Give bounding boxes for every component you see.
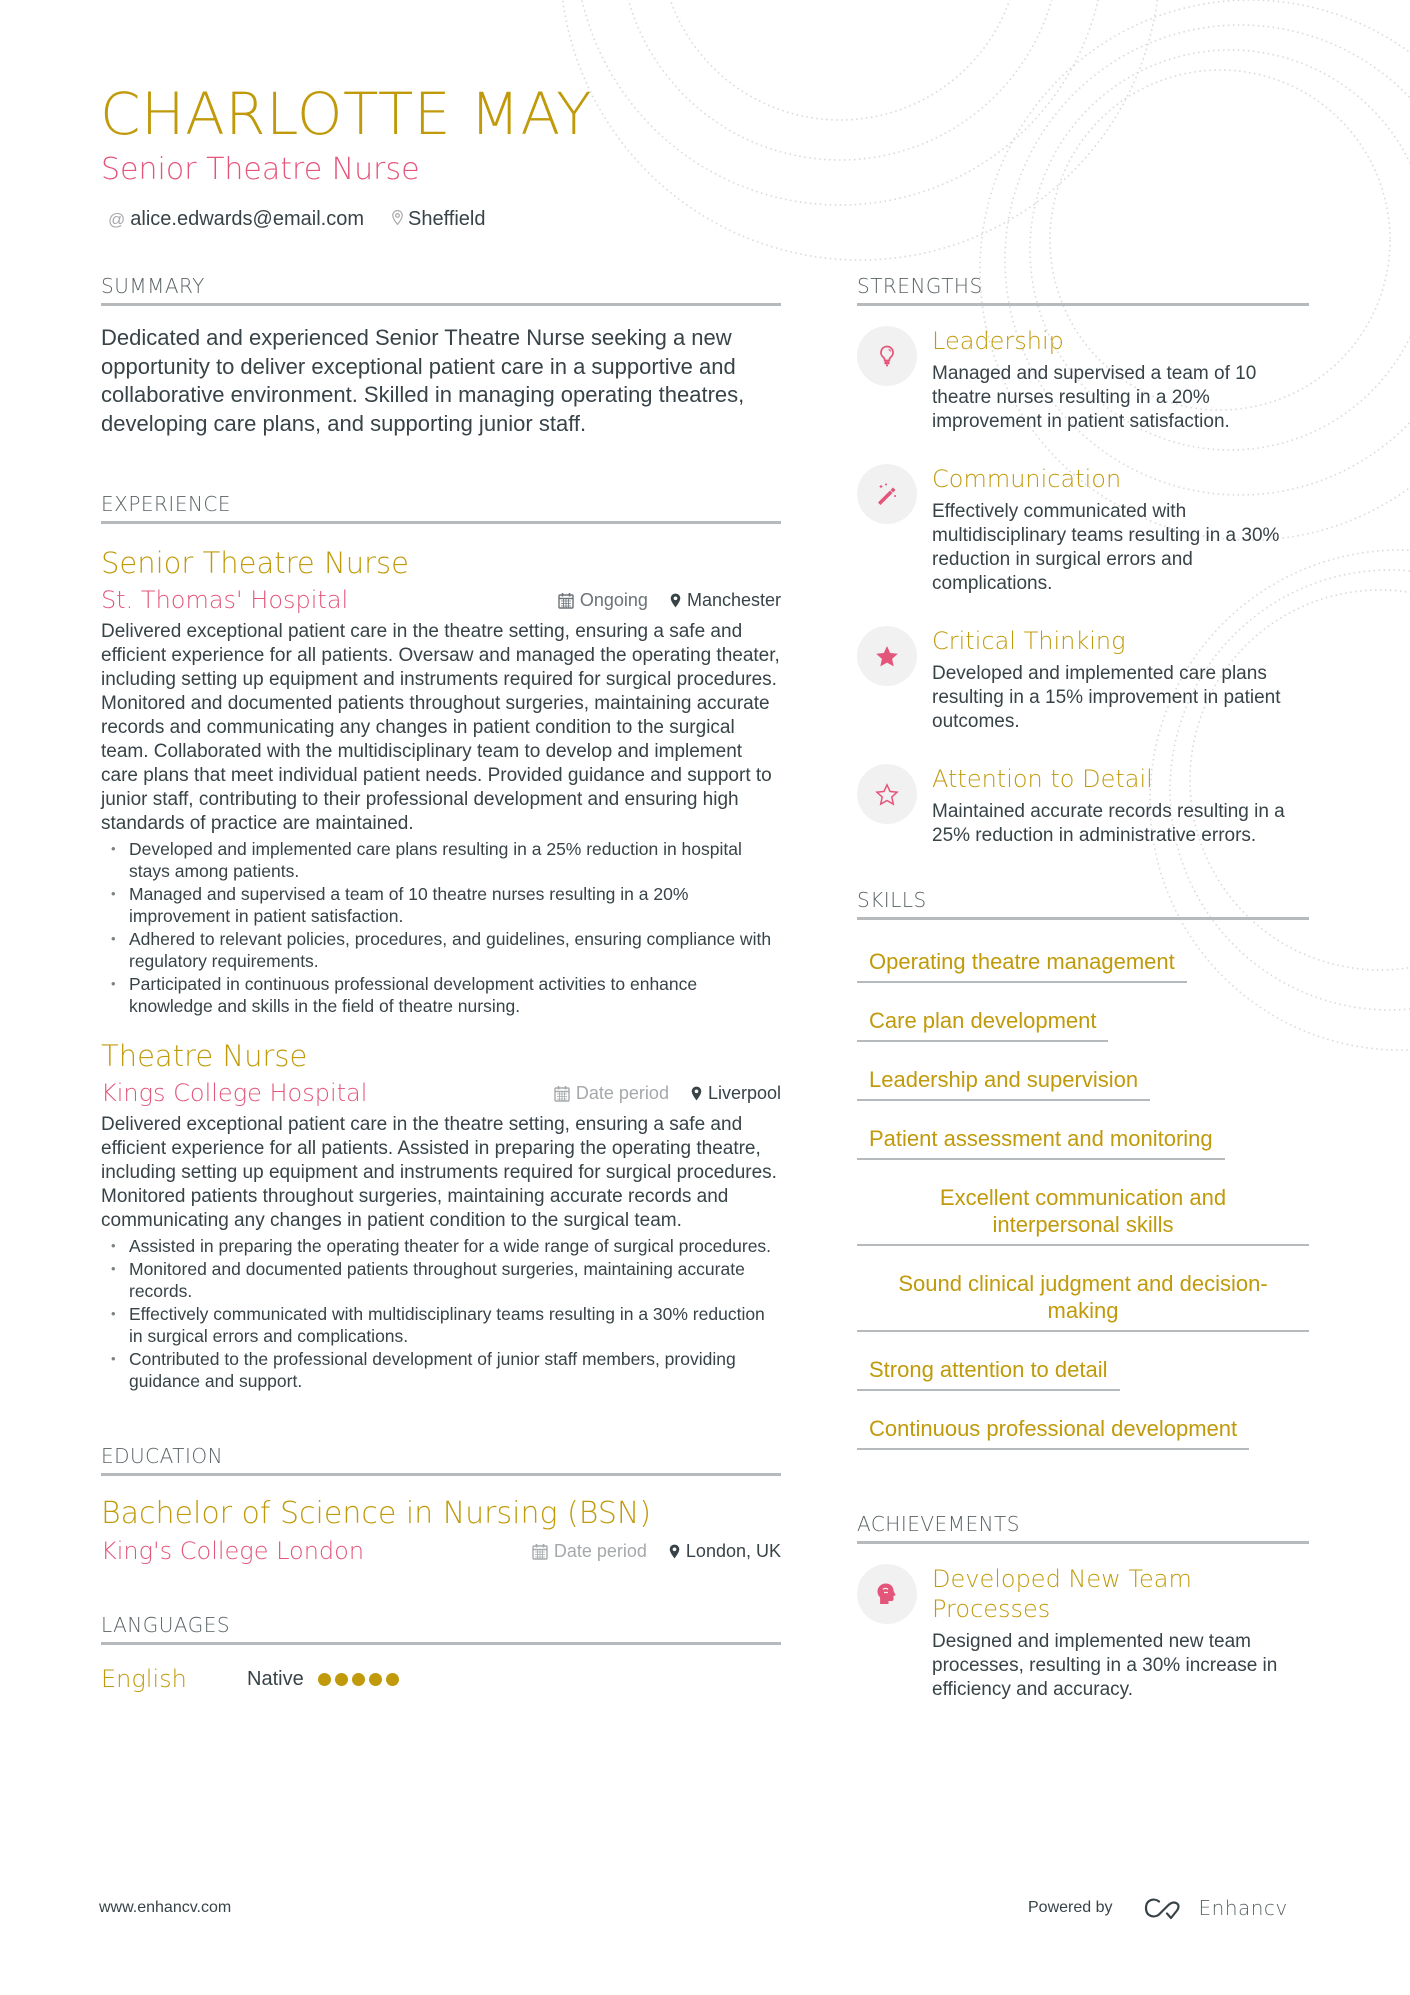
skill-tag: Strong attention to detail [857, 1354, 1120, 1391]
location-text: Sheffield [408, 208, 486, 230]
skill-tag: Leadership and supervision [857, 1064, 1150, 1101]
contact-row [108, 208, 485, 231]
skill-tag: Continuous professional development [857, 1413, 1249, 1450]
section-heading-education: EDUCATION [101, 1444, 781, 1476]
calendar-icon [532, 1543, 548, 1560]
job-date [558, 590, 648, 611]
job-location [670, 590, 781, 611]
job-meta-row [101, 1079, 781, 1107]
bullet-item: • Adhered to relevant policies, procedures, and guidelines, ensuring compliance with regulatory requirements. [101, 928, 781, 972]
magic-wand-icon [857, 464, 917, 524]
job-location-text: Manchester [686, 589, 781, 610]
strength-description: Managed and supervised a team of 10 theatre nurses resulting in a 20% improvement in patient satisfaction. [932, 363, 1257, 432]
language-entry [101, 1665, 781, 1693]
company-name: Kings College Hospital [101, 1079, 368, 1107]
company-name: St. Thomas' Hospital [101, 586, 349, 614]
section-heading-summary: SUMMARY [101, 274, 781, 306]
job-meta [554, 1083, 781, 1104]
job-bullets [101, 838, 781, 1017]
strength-item [857, 626, 1309, 734]
skill-tag: Patient assessment and monitoring [857, 1123, 1225, 1160]
education-meta [532, 1541, 781, 1562]
job-date-text: Date period [575, 1082, 669, 1103]
job-location [691, 1083, 781, 1104]
proficiency-dot [335, 1673, 348, 1686]
footer-powered-by [1028, 1896, 1288, 1920]
bullet-item: • Developed and implemented care plans resulting in a 25% reduction in hospital stays among patients. [101, 838, 781, 882]
bullet-item: • Assisted in preparing the operating theater for a wide range of surgical procedures. [101, 1235, 781, 1257]
experience-entry [101, 546, 781, 1017]
section-heading-skills: SKILLS [857, 888, 1309, 920]
job-date-text: Ongoing [579, 589, 648, 610]
map-pin-icon [392, 210, 403, 230]
job-meta-row [101, 586, 781, 614]
education-meta-row [101, 1537, 781, 1565]
strength-item [857, 326, 1309, 434]
strength-title: Critical Thinking [932, 627, 1126, 655]
education-location-text: London, UK [685, 1540, 781, 1561]
job-date [554, 1083, 669, 1104]
bullet-item: • Effectively communicated with multidisciplinary teams resulting in a 30% reduction in surgical errors and complications. [101, 1303, 781, 1347]
strength-description: Developed and implemented care plans resulting in a 15% improvement in patient outcomes. [932, 663, 1281, 732]
email-contact[interactable] [108, 208, 364, 231]
candidate-title: Senior Theatre Nurse [101, 152, 420, 187]
school-name: King's College London [101, 1537, 365, 1565]
education-entry [101, 1496, 781, 1565]
summary-text: Dedicated and experienced Senior Theatre Nurse seeking a new opportunity to deliver exceptional patient care in a supportive and collaborative environment. Skilled in managing operating theatres, developing care plans, and supporting junior staff. [101, 325, 745, 436]
job-description: Delivered exceptional patient care in the theatre setting, ensuring a safe and efficient experience for all patients. Assisted in preparing the operating theatre, including setting up equipment and instruments required for surgical procedures. Monitored patients throughout surgeries, maintaining accurate records and communicating any changes in patient condition to the surgical team. [101, 1114, 777, 1231]
job-bullets [101, 1235, 781, 1392]
proficiency-dot [318, 1673, 331, 1686]
bullet-item: • Managed and supervised a team of 10 theatre nurses resulting in a 20% improvement in patient satisfaction. [101, 883, 781, 927]
job-description: Delivered exceptional patient care in the theatre setting, ensuring a safe and efficient experience for all patients. Oversaw and managed the operating theater, including setting up equipment and instruments required for surgical procedures. Monitored and documented patients throughout surgeries, maintaining accurate records and communicating any changes in patient condition to the surgical team. Collaborated with the multidisciplinary team to develop and implement care plans that meet individual patient needs. Provided guidance and support to junior staff, contributing to their professional development and ensuring high standards of practice are maintained. [101, 621, 780, 834]
job-meta [558, 590, 781, 611]
calendar-icon [558, 592, 574, 609]
education-location [669, 1541, 781, 1562]
strength-description: Effectively communicated with multidisciplinary teams resulting in a 30% reduction in surgical errors and complications. [932, 501, 1280, 594]
left-column [101, 274, 781, 1693]
achievement-title: Developed New Team Processes [932, 1565, 1192, 1623]
bullet-item: • Participated in continuous professional development activities to enhance knowledge and skills in the field of theatre nursing. [101, 973, 781, 1017]
enhancv-logo-icon [1143, 1896, 1191, 1920]
language-level: Native [247, 1667, 304, 1690]
experience-entry [101, 1039, 781, 1392]
section-heading-languages: LANGUAGES [101, 1613, 781, 1645]
language-name: English [101, 1665, 187, 1693]
proficiency-dot [369, 1673, 382, 1686]
strength-title: Communication [932, 465, 1122, 493]
candidate-name: CHARLOTTE MAY [100, 80, 593, 148]
star-outline-icon [857, 764, 917, 824]
bullet-item: • Contributed to the professional development of junior staff members, providing guidance and support. [101, 1348, 781, 1392]
skills-list [857, 946, 1309, 1450]
degree-title: Bachelor of Science in Nursing (BSN) [101, 1496, 652, 1531]
section-heading-strengths: STRENGTHS [857, 274, 1309, 306]
strength-title: Leadership [932, 327, 1064, 355]
skill-tag: Care plan development [857, 1005, 1108, 1042]
bullet-item: • Monitored and documented patients throughout surgeries, maintaining accurate records. [101, 1258, 781, 1302]
job-title: Theatre Nurse [101, 1039, 308, 1073]
job-title: Senior Theatre Nurse [101, 546, 409, 580]
language-proficiency-dots [318, 1673, 399, 1686]
map-pin-icon [670, 593, 681, 608]
education-date [532, 1541, 647, 1562]
calendar-icon [554, 1085, 570, 1102]
strength-description: Maintained accurate records resulting in a 25% reduction in administrative errors. [932, 801, 1285, 846]
skill-tag: Excellent communication and interpersonal skills [857, 1182, 1309, 1246]
skill-tag: Operating theatre management [857, 946, 1187, 983]
section-heading-achievements: ACHIEVEMENTS [857, 1512, 1309, 1544]
location-contact [392, 208, 485, 231]
strength-title: Attention to Detail [932, 765, 1153, 793]
footer-website-link[interactable]: www.enhancv.com [99, 1899, 232, 1916]
education-date-text: Date period [553, 1540, 647, 1561]
powered-by-label: Powered by [1028, 1899, 1113, 1916]
proficiency-dot [352, 1673, 365, 1686]
achievement-item [857, 1564, 1309, 1702]
strength-item [857, 464, 1309, 596]
enhancv-brand-name: Enhancv [1198, 1896, 1288, 1920]
map-pin-icon [669, 1544, 680, 1559]
lightbulb-icon [857, 326, 917, 386]
proficiency-dot [386, 1673, 399, 1686]
skill-tag: Sound clinical judgment and decision-making [857, 1268, 1309, 1332]
brain-head-icon [857, 1564, 917, 1624]
enhancv-logo[interactable] [1143, 1896, 1288, 1920]
email-text: alice.edwards@email.com [130, 208, 364, 230]
job-location-text: Liverpool [707, 1082, 781, 1103]
right-column [857, 274, 1309, 1732]
section-heading-experience: EXPERIENCE [101, 492, 781, 524]
star-filled-icon [857, 626, 917, 686]
strength-item [857, 764, 1309, 848]
achievement-description: Designed and implemented new team processes, resulting in a 30% increase in efficiency and accuracy. [932, 1631, 1278, 1700]
at-icon: @ [108, 209, 126, 229]
map-pin-icon [691, 1086, 702, 1101]
